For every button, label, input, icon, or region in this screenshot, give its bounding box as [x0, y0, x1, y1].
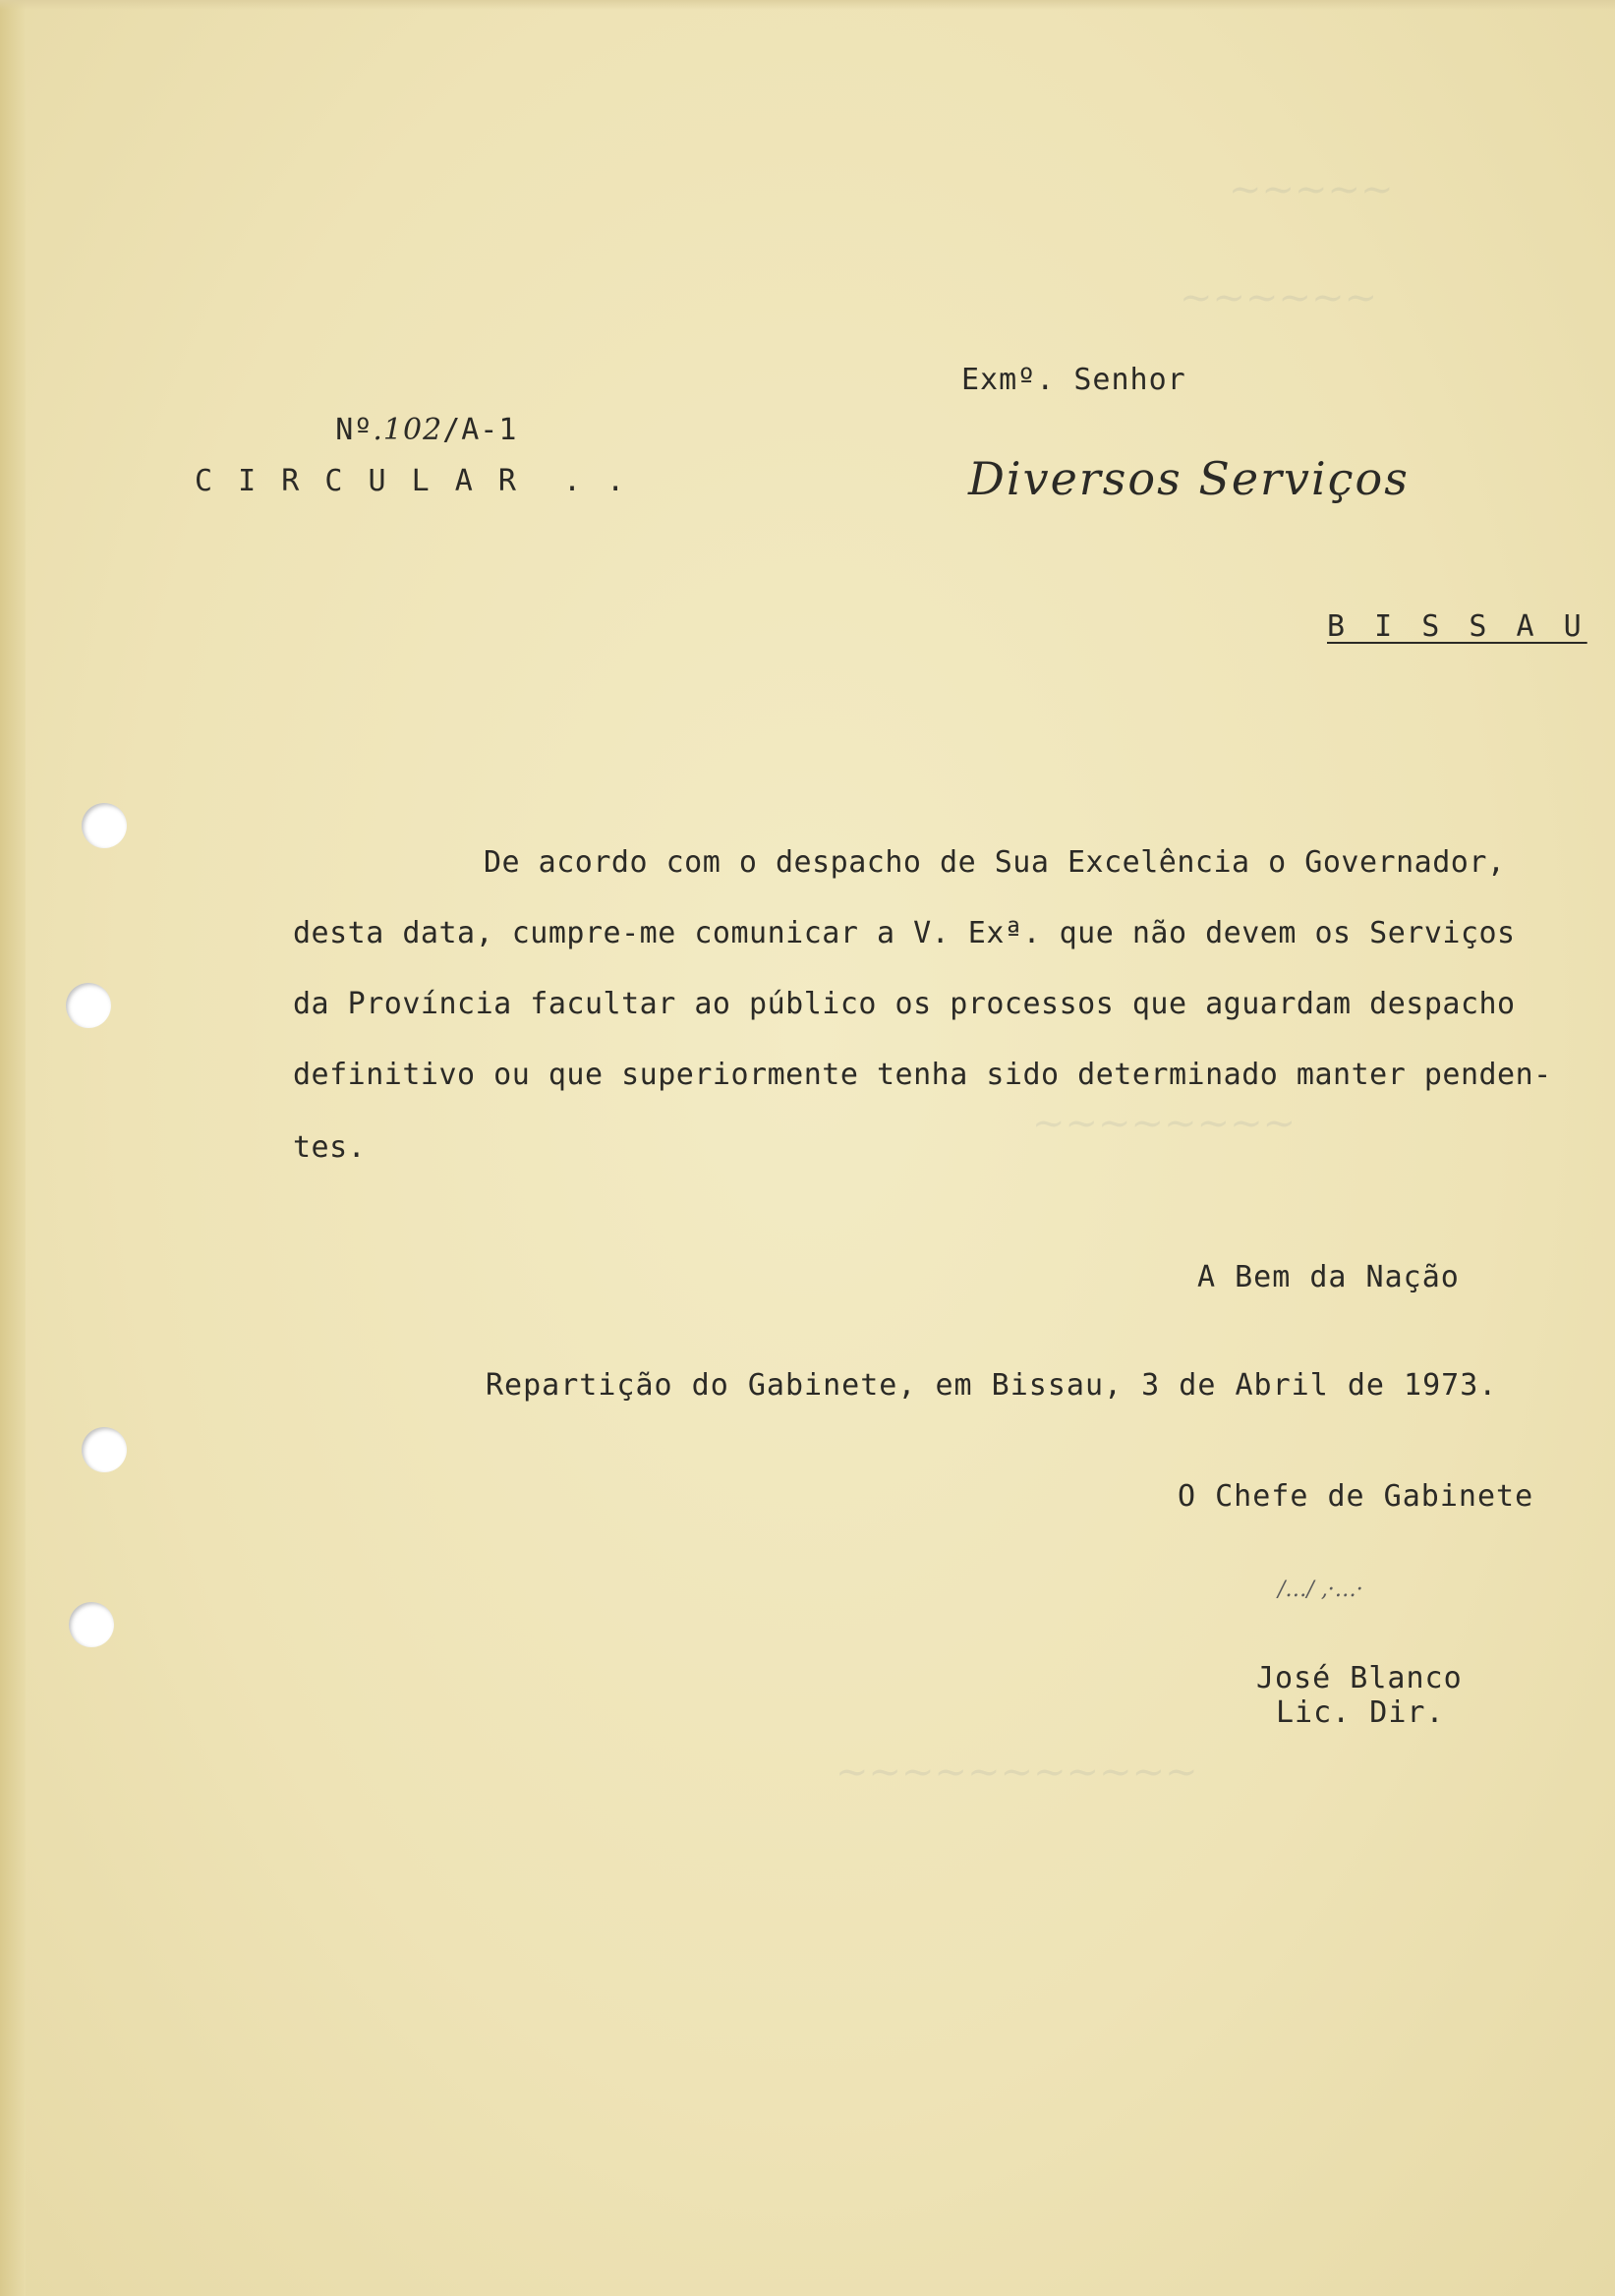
- reference-handwritten-number: .102: [373, 413, 443, 447]
- signatory-name: José Blanco: [1256, 1661, 1463, 1695]
- bleed-through-decoration: ~~~~~~: [1180, 275, 1378, 320]
- addressee-handwritten: Diversos Serviços: [968, 452, 1410, 505]
- reference-prefix: Nº: [335, 413, 374, 447]
- closing-motto: A Bem da Nação: [1197, 1260, 1460, 1294]
- city-label: B I S S A U: [1327, 609, 1587, 644]
- signature-mark: /…/ ,·…·: [1278, 1578, 1363, 1602]
- body-line-1: De acordo com o despacho de Sua Excelência o Governador,: [484, 845, 1506, 880]
- body-line-5: tes.: [293, 1130, 367, 1165]
- punch-hole: [82, 1427, 127, 1472]
- bleed-through-decoration: ~~~~~~~~~~~: [836, 1750, 1198, 1795]
- salutation: Exmº. Senhor: [961, 363, 1186, 397]
- punch-hole: [69, 1602, 114, 1647]
- punch-hole: [82, 803, 127, 848]
- body-line-3: da Província facultar ao público os processos que aguardam despacho: [293, 987, 1516, 1021]
- page-left-edge: [0, 0, 26, 2296]
- punch-hole: [66, 983, 111, 1028]
- bleed-through-decoration: ~~~~~~~~: [1032, 1101, 1297, 1146]
- reference-suffix: /A-1: [442, 413, 518, 447]
- bleed-through-decoration: ~~~~~: [1229, 167, 1394, 212]
- circular-label: C I R C U L A R . .: [195, 464, 629, 498]
- body-line-2: desta data, cumpre-me comunicar a V. Exª. que não devem os Serviços: [293, 916, 1516, 950]
- page-top-edge: [0, 0, 1615, 10]
- place-date-line: Repartição do Gabinete, em Bissau, 3 de Abril de 1973.: [486, 1368, 1498, 1403]
- signatory-title: Lic. Dir.: [1276, 1695, 1445, 1730]
- signatory-role: O Chefe de Gabinete: [1178, 1479, 1534, 1514]
- body-line-4: definitivo ou que superiormente tenha sido determinado manter penden-: [293, 1058, 1552, 1092]
